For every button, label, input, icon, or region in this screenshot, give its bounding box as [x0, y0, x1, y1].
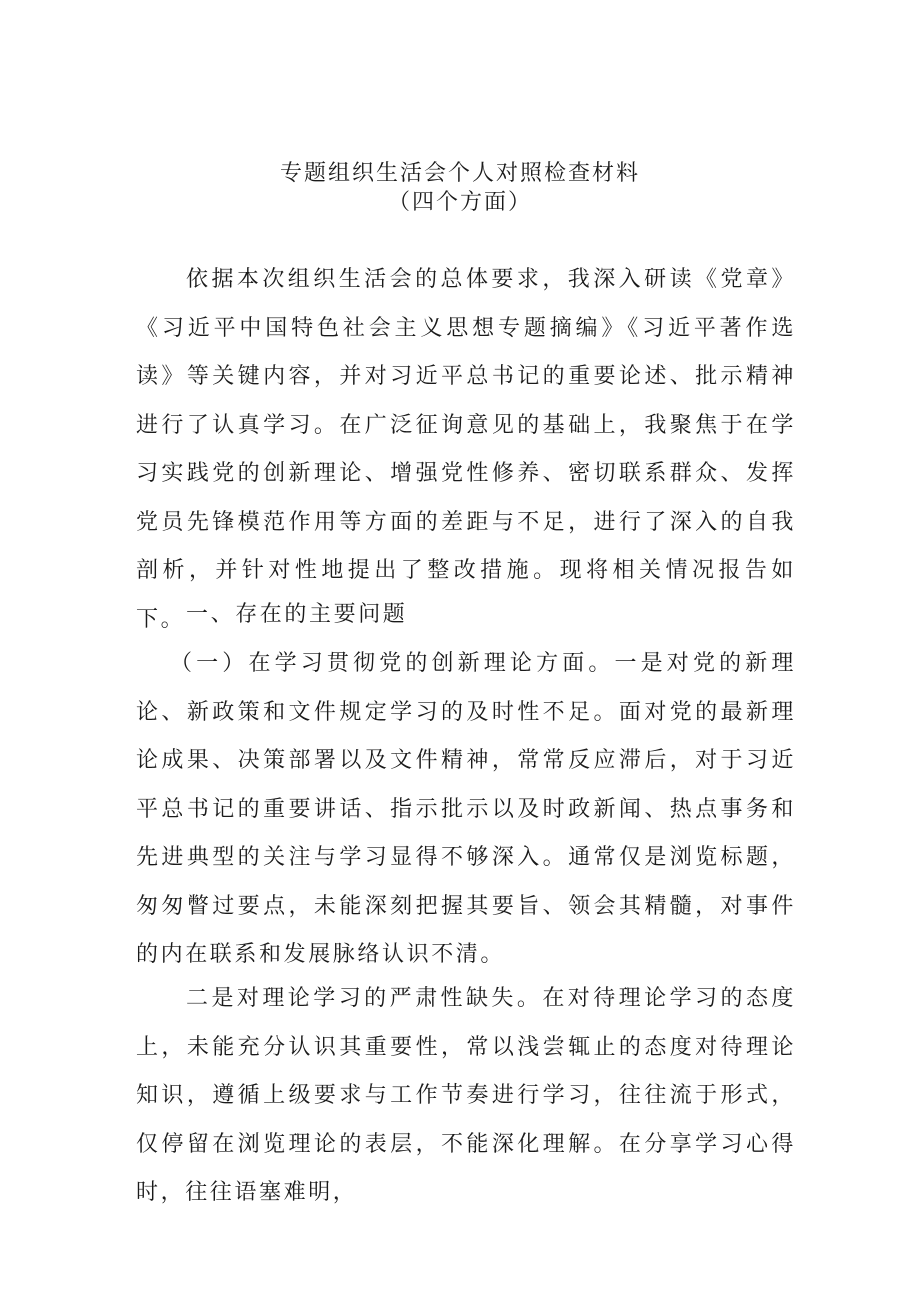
section-heading: 一、存在的主要问题	[186, 602, 408, 627]
intro-paragraph: 依据本次组织生活会的总体要求，我深入研读《党章》《习近平中国特色社会主义思想专题摘编》《习近平著作选读》等关键内容，并对习近平总书记的重要论述、批示精神进行了认真学习。在广泛征询意见的基础上，我聚焦于在学习实践党的创新理论、增强党性修养、密切联系群众、发挥党员先锋模范作用等方面的差距与不足，进行了深入的自我剖析，并针对性地提出了整改措施。现将相关情况报告如下。	[136, 267, 796, 632]
document-subtitle: （四个方面）	[387, 190, 532, 215]
point-one-paragraph: （一）在学习贯彻党的创新理论方面。一是对党的新理论、新政策和文件规定学习的及时性不足。面对党的最新理论成果、决策部署以及文件精神，常常反应滞后，对于习近平总书记的重要讲话、指示批示以及时政新闻、热点事务和先进典型的关注与学习显得不够深入。通常仅是浏览标题，匆匆瞥过要点，未能深刻把握其要旨、领会其精髓，对事件的内在联系和发展脉络认识不清。	[136, 651, 796, 967]
document-title: 专题组织生活会个人对照检查材料	[279, 161, 640, 186]
point-two-paragraph: 二是对理论学习的严肃性缺失。在对待理论学习的态度上，未能充分认识其重要性，常以浅尝辄止的态度对待理论知识，遵循上级要求与工作节奏进行学习，往往流于形式，仅停留在浏览理论的表层，不能深化理解。在分享学习心得时，往往语塞难明，	[136, 986, 796, 1205]
